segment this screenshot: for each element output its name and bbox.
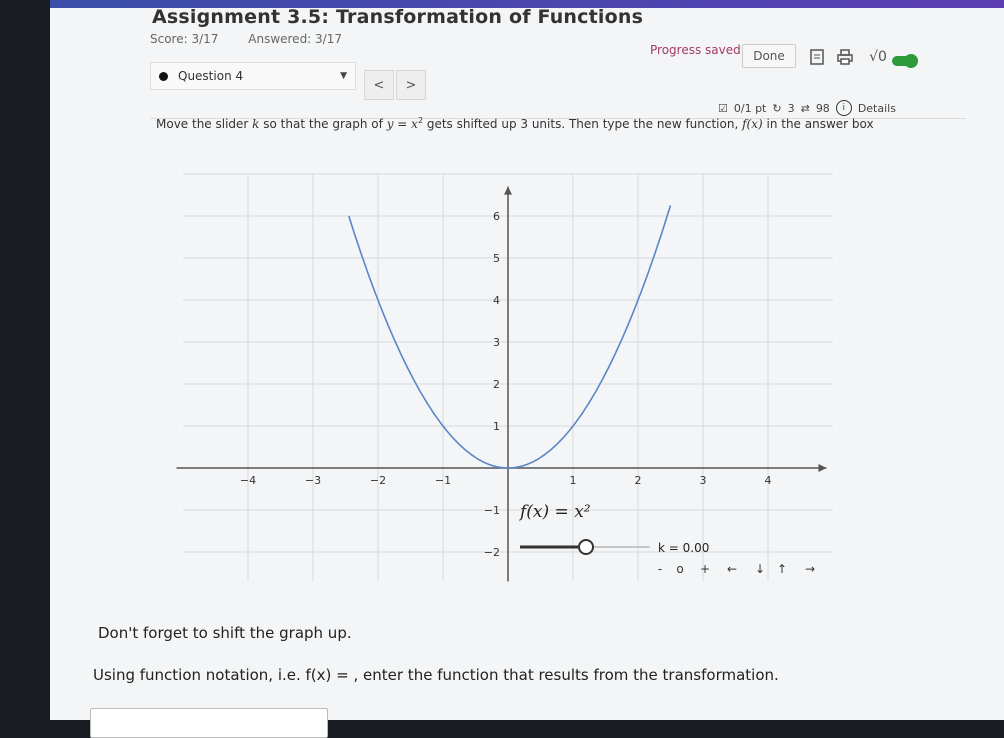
progress-saved-status: Progress saved [650,43,741,57]
points-text: 0/1 pt [733,101,767,115]
caret-down-icon: ▼ [340,71,347,81]
graph-control-button[interactable]: ← [726,562,738,576]
info-icon[interactable]: i [836,100,852,116]
instr-text-1: Move the slider [156,117,253,131]
question-select[interactable] [150,62,356,90]
instr-text-4: in the answer box [762,117,874,131]
retries-count: 3 [787,101,795,115]
instr-y-eq: y = x [386,117,418,131]
x-tick-label: −3 [304,474,322,487]
attempts-icon: ⇄ [800,101,810,115]
graph-controls[interactable] [658,562,815,576]
y-tick-label: 6 [493,210,500,223]
x-tick-label: 4 [764,474,772,487]
done-button[interactable]: Done [742,44,796,68]
graph-control-button[interactable]: + [699,562,711,576]
instr-sup: 2 [417,116,424,125]
question-instructions [156,114,876,131]
function-graph[interactable] [120,165,816,585]
details-link[interactable]: Details [857,101,896,115]
sqrt-icon[interactable]: √0 [869,49,887,65]
y-tick-label: 3 [493,336,500,349]
slider-value-label: k = 0.00 [658,541,710,555]
score-line [150,32,368,46]
parabola-curve [349,206,671,469]
y-tick-label: −1 [483,504,500,517]
slider-handle[interactable] [579,540,593,554]
attempts-count: 98 [815,101,830,115]
y-axis-arrow-icon [504,187,512,195]
next-question-button[interactable]: > [396,70,426,100]
answer-input[interactable] [90,708,328,738]
question-status-dot [159,72,168,81]
x-tick-label: −1 [434,474,452,487]
instr-text-2: so that the graph of [259,117,387,131]
y-tick-label: 1 [493,420,500,433]
x-tick-label: 2 [634,474,642,487]
graph-control-button[interactable]: → [804,562,816,576]
x-tick-label: 1 [569,474,577,487]
graph-control-button[interactable]: ↓ [754,562,766,576]
y-tick-label: −2 [483,546,500,559]
x-tick-label: −4 [239,474,257,487]
assignment-title: Assignment 3.5: Transformation of Functions [152,6,644,28]
print-icon[interactable] [836,48,854,66]
screen [50,0,1004,720]
x-tick-label: −2 [369,474,387,487]
y-tick-label: 2 [493,378,500,391]
x-tick-label: 3 [699,474,707,487]
document-icon[interactable] [808,48,826,66]
answered-text: Answered: 3/17 [248,32,342,46]
prev-question-button[interactable]: < [364,70,394,100]
x-axis-arrow-icon [819,464,827,472]
function-label: f(x) = x² [520,502,591,522]
hint-text: Don't forget to shift the graph up. [98,624,352,642]
y-tick-label: 5 [493,252,500,265]
instr-k: k [252,117,260,131]
instr-fx: f(x) [742,117,763,131]
graph-control-button[interactable]: o [676,562,684,576]
toggle-switch[interactable] [892,56,916,66]
prompt-text: Using function notation, i.e. f(x) = , enter the function that results from the transformation. [93,666,779,684]
y-tick-label: 4 [493,294,500,307]
instr-text-3: gets shifted up 3 units. Then type the new function, [423,117,743,131]
graph-control-button[interactable]: ↑ [776,562,788,576]
question-label: Question 4 [178,69,244,83]
graph-control-button[interactable]: - [657,562,663,576]
checkbox-icon: ☑ [718,101,728,115]
score-text: Score: 3/17 [150,32,219,46]
retry-icon: ↻ [772,101,782,115]
